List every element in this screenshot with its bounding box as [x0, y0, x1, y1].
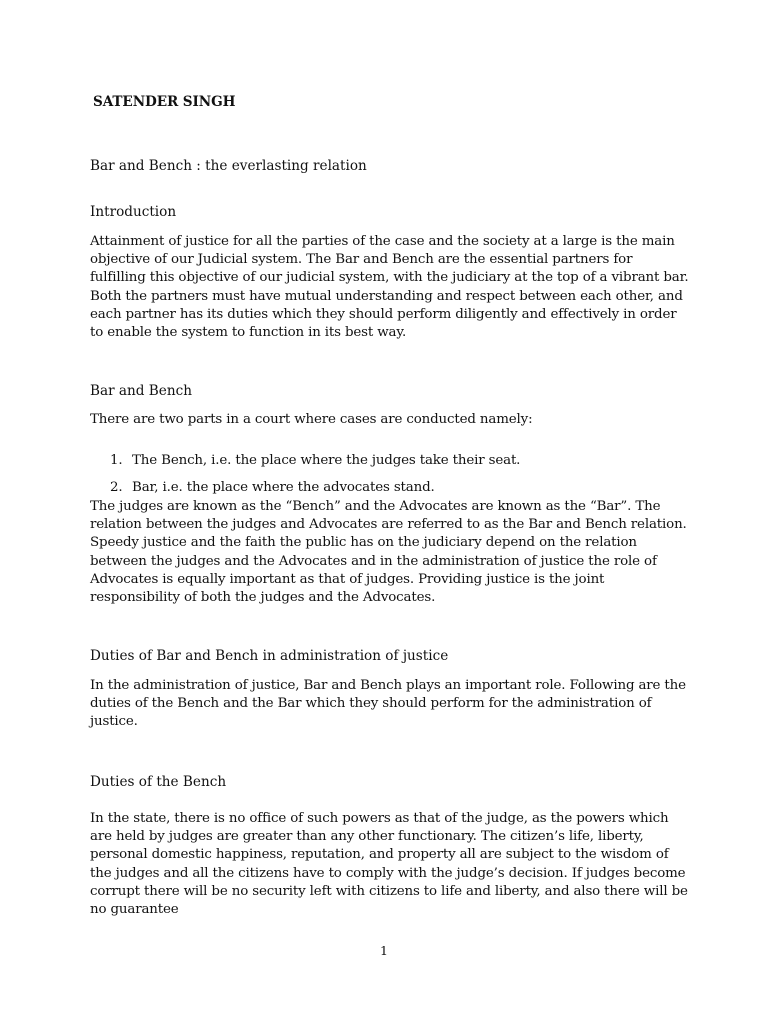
document-title: Bar and Bench : the everlasting relation — [90, 158, 367, 174]
list-item-number: 2. — [110, 480, 123, 495]
introduction-paragraph: Attainment of justice for all the parties of the case and the society at a large is the main objective of our Judicial system. The Bar and Bench are the essential partners for fulfilling this objective of our judicial system, with the judiciary at the top of a vibrant bar. Both the partners must have mutual understanding and respect between each other, and each partner has its duties which they should perform diligently and effectively in order to enable the system to function in its best way. — [90, 234, 689, 341]
page-number: 1 — [380, 943, 388, 958]
bench-duties-heading: Duties of the Bench — [90, 774, 227, 790]
duties-heading: Duties of Bar and Bench in administration of justice — [90, 648, 449, 664]
bench-duties-paragraph: In the state, there is no office of such powers as that of the judge, as the powers which are held by judges are greater than any other functionary. The citizen’s life, liberty, personal domestic happiness, reputation, and property all are subject to the wisdom of the judges and all the citizens have to comply with the judge’s decision. If judges become corrupt there will be no security left with citizens to life and liberty, and also there will be no guarantee — [90, 811, 688, 918]
introduction-heading: Introduction — [90, 204, 177, 220]
bar-and-bench-paragraph: The judges are known as the “Bench” and the Advocates are known as the “Bar”. The relation between the judges and Advocates are referred to as the Bar and Bench relation. Speedy justice and the faith the public has on the judiciary depend on the relation between the judges and the Advocates and in the administration of justice the role of Advocates is equally important as that of judges. Providing justice is the joint responsibility of both the judges and the Advocates. — [90, 499, 687, 606]
author-name: SATENDER SINGH — [93, 94, 236, 110]
list-item — [110, 480, 435, 495]
list-item — [110, 453, 520, 468]
list-item-text: The Bench, i.e. the place where the judges take their seat. — [132, 453, 521, 468]
list-item-number: 1. — [110, 453, 123, 468]
bar-and-bench-intro: There are two parts in a court where cases are conducted namely: — [90, 412, 533, 427]
bar-and-bench-heading: Bar and Bench — [90, 383, 192, 399]
list-item-text: Bar, i.e. the place where the advocates stand. — [132, 480, 435, 495]
duties-paragraph: In the administration of justice, Bar and Bench plays an important role. Following are the duties of the Bench and the Bar which they should perform for the administration of justice. — [90, 678, 686, 730]
